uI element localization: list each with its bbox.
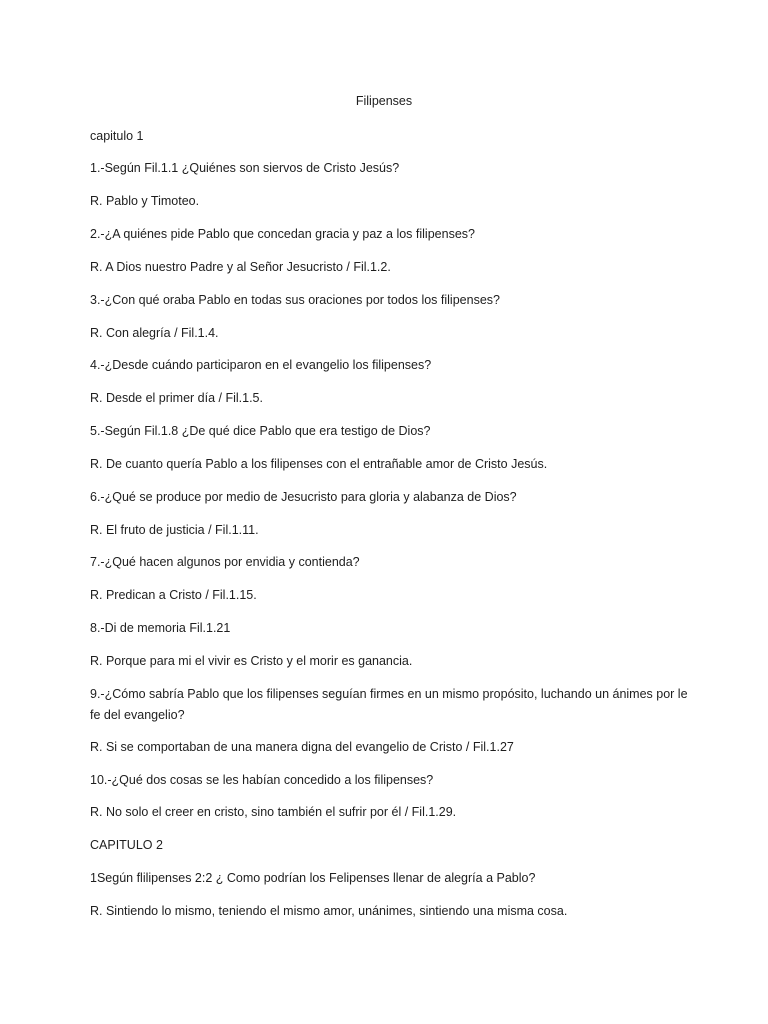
document-title: Filipenses	[355, 94, 413, 108]
question-line: 1.-Según Fil.1.1 ¿Quiénes son siervos de Cristo Jesús?	[90, 161, 400, 175]
answer-line: R. Pablo y Timoteo.	[90, 194, 200, 208]
question-line: 10.-¿Qué dos cosas se les habían concedido a los filipenses?	[90, 773, 434, 787]
answer-line: R. El fruto de justicia / Fil.1.11.	[90, 523, 259, 537]
answer-line: R. Si se comportaban de una manera digna del evangelio de Cristo / Fil.1.27	[90, 740, 514, 754]
chapter-heading: CAPITULO 2	[90, 838, 163, 852]
question-line: 8.-Di de memoria Fil.1.21	[90, 621, 231, 635]
answer-line: R. De cuanto quería Pablo a los filipenses con el entrañable amor de Cristo Jesús.	[90, 457, 548, 471]
question-line: 5.-Según Fil.1.8 ¿De qué dice Pablo que era testigo de Dios?	[90, 424, 431, 438]
question-line: 1Según flilipenses 2:2 ¿ Como podrían los Felipenses llenar de alegría a Pablo?	[90, 871, 536, 885]
answer-line: R. Predican a Cristo / Fil.1.15.	[90, 588, 257, 602]
question-line: 9.-¿Cómo sabría Pablo que los filipenses seguían firmes en un mismo propósito, luchando un ánimes por le fe del evangelio?	[90, 687, 688, 722]
answer-line: R. Sintiendo lo mismo, teniendo el mismo amor, unánimes, sintiendo una misma cosa.	[90, 904, 568, 918]
answer-line: R. A Dios nuestro Padre y al Señor Jesucristo / Fil.1.2.	[90, 260, 391, 274]
question-line: 2.-¿A quiénes pide Pablo que concedan gracia y paz a los filipenses?	[90, 227, 475, 241]
answer-line: R. Con alegría / Fil.1.4.	[90, 326, 219, 340]
answer-line: R. Desde el primer día / Fil.1.5.	[90, 391, 263, 405]
answer-line: R. No solo el creer en cristo, sino también el sufrir por él / Fil.1.29.	[90, 805, 457, 819]
question-line: 4.-¿Desde cuándo participaron en el evangelio los filipenses?	[90, 358, 432, 372]
chapter-heading: capitulo 1	[90, 129, 144, 143]
answer-line: R. Porque para mi el vivir es Cristo y el morir es ganancia.	[90, 654, 413, 668]
question-line: 7.-¿Qué hacen algunos por envidia y contienda?	[90, 555, 360, 569]
question-line: 3.-¿Con qué oraba Pablo en todas sus oraciones por todos los filipenses?	[90, 293, 500, 307]
question-line: 6.-¿Qué se produce por medio de Jesucristo para gloria y alabanza de Dios?	[90, 490, 517, 504]
